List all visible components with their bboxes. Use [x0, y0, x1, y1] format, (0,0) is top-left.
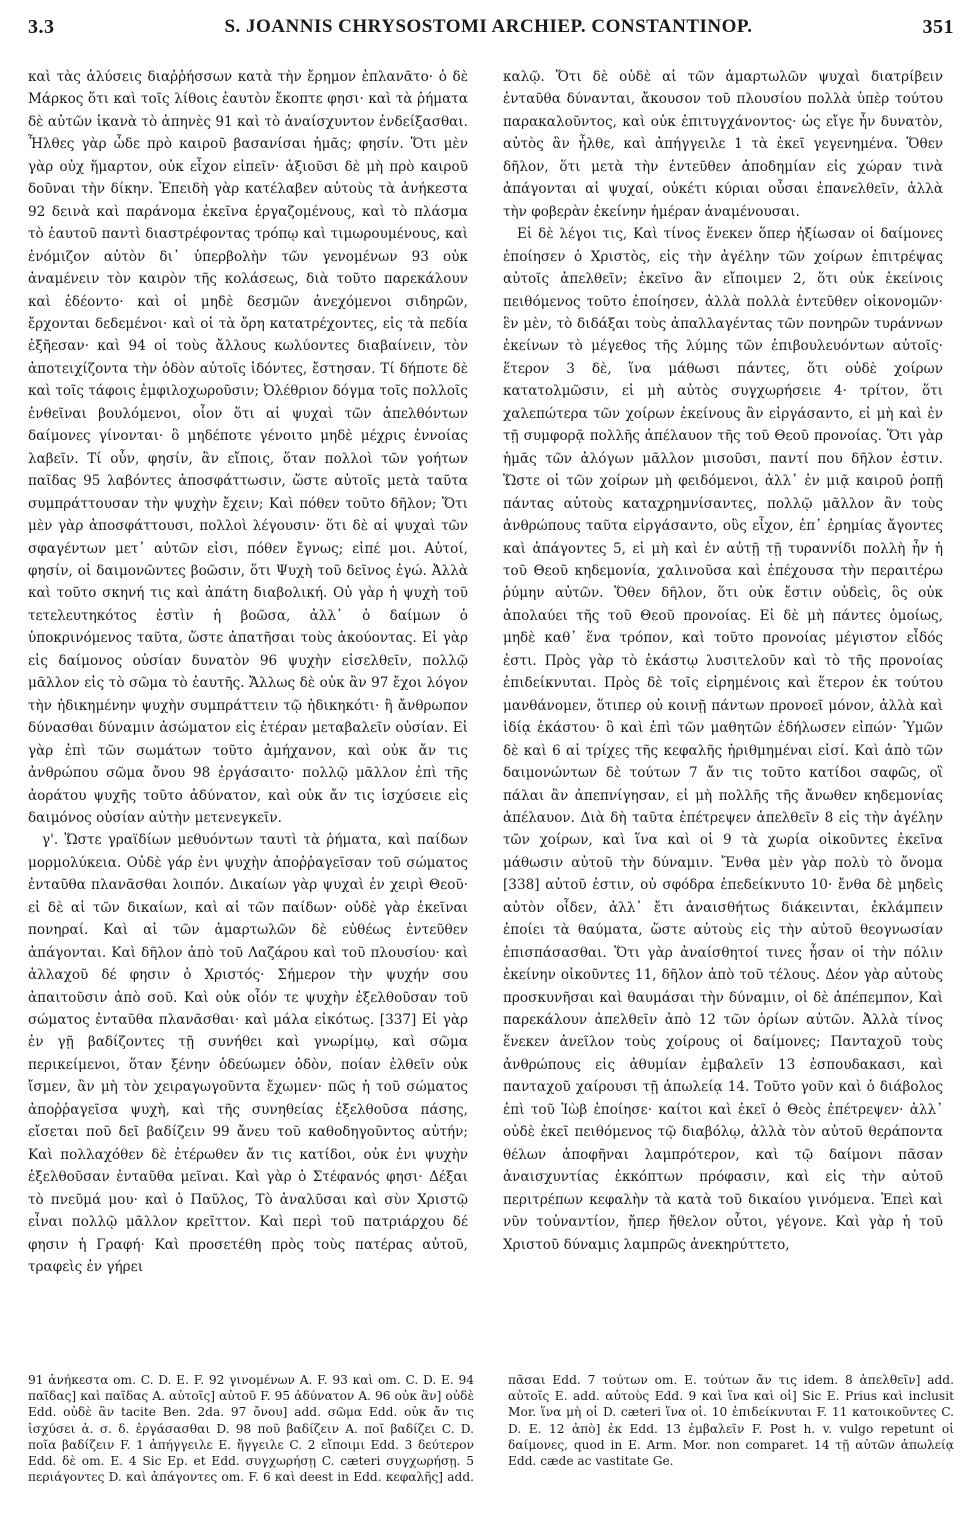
- right-text-column: [503, 66, 943, 1358]
- footnotes-text: 91 ἀνήκεστα om. C. D. E. F. 92 γινομένων A. F. 93 καὶ om. C. D. E. 94 παῖδας] καὶ παῖδας A. αὐτοῖς] αὐτοῦ F. 95 ἀδύνατον A. 96 οὐκ ἂν] οὐδὲ Edd. οὐδὲ ἂν tacite Ben. 2da. 97 ὄνου] add. σῶμα Edd. οὐκ ἄν τις ἰσχύσει ἀ. σ. δ. ἐργάσασθαι D. 98 ποῦ βαδίζειν A. ποῖ βαδίζει C. D. ποῖα βαδίζειν F. 1 ἀπήγγειλε E. ἤγγειλε C. 2 εἴποιμι Edd. 3 δεύτερον Edd. δὲ om. E. 4 Sic Ep. et Edd. συγχωρήσῃ C. cæteri συγχωρήσῃ. 5 περιάγοντες D. καὶ ἀπάγοντες om. F. 6 καὶ deest in Edd. κεφαλῆς] add. πᾶσαι Edd. 7 τούτων om. E. τούτων ἄν τις idem. 8 ἀπελθεῖν] add. αὐτοῖς E. add. αὐτοὺς Edd. 9 καὶ ἵνα καὶ οἱ] Sic E. Prius καὶ inclusit Mor. ἵνα μὴ οἱ D. cæteri ἵνα οἱ. 10 ἐπιδείκνυται F. 11 κατοικοῦντες C. D. E. 12 ἀπὸ] ἐκ Edd. 13 ἐμβαλεῖν F. Post h. v. vulgo repetunt οἱ δαίμονες, quod in E. Arm. Mor. non comparet. 14 τῇ αὐτῶν ἀπωλείᾳ Edd. cæde ac vastitate Ge.: [28, 1373, 954, 1485]
- page-header: [28, 10, 954, 44]
- running-title: S. JOANNIS CHRYSOSTOMI ARCHIEP. CONSTANTINOP.: [224, 16, 753, 37]
- paragraph: γ'. Ὥστε γραϊδίων μεθυόντων ταυτὶ τὰ ῥήματα, καὶ παίδων μορμολύκεια. Οὐδὲ γάρ ἐνι ψυχὴν ἀποῤῥαγεῖσαν τοῦ σώματος ἐνταῦθα πλανᾶσθαι λοιπόν. Δικαίων γὰρ ψυχαὶ ἐν χειρὶ Θεοῦ· εἰ δὲ αἱ τῶν δικαίων, καὶ αἱ τῶν παίδων· οὐδὲ γὰρ ἐκεῖναι πονηραί. Καὶ αἱ τῶν ἁμαρτωλῶν δὲ εὐθέως ἐντεῦθεν ἀπάγονται. Καὶ δῆλον ἀπὸ τοῦ Λαζάρου καὶ τοῦ πλουσίου· καὶ ἀλλαχοῦ δέ φησιν ὁ Χριστός· Σήμερον τὴν ψυχήν σου ἀπαιτοῦσιν ἀπὸ σοῦ. Καὶ οὐκ οἷόν τε ψυχὴν ἐξελθοῦσαν τοῦ σώματος ἐνταῦθα πλανᾶσθαι· καὶ μάλα εἰκότως. [337] Εἰ γὰρ ἐν γῇ βαδίζοντες τῇ συνήθει καὶ γνωρίμῳ, καὶ σῶμα περικείμενοι, ὅταν ξένην ὁδεύωμεν ὁδὸν, ποίαν ἐλθεῖν οὐκ ἴσμεν, ἂν μὴ τὸν χειραγωγοῦντα ἔχωμεν· πῶς ἡ τοῦ σώματος ἀποῤῥαγεῖσα ψυχὴ, καὶ τῆς συνηθείας ἐξελθοῦσα πάσης, εἴσεται ποῦ δεῖ βαδίζειν 99 ἄνευ τοῦ καθοδηγοῦντος αὐτήν; Καὶ πολλαχόθεν δὲ ἑτέρωθεν ἄν τις κατίδοι, οὐκ ἐνι ψυχὴν ἐξελθοῦσαν ἐνταῦθα μεῖναι. Καὶ γὰρ ὁ Στέφανός φησι· Δέξαι τὸ πνεῦμά μου· καὶ ὁ Παῦλος, Τὸ ἀναλῦσαι καὶ σὺν Χριστῷ εἶναι πολλῷ μᾶλλον κρεῖττον. Καὶ περὶ τοῦ πατριάρχου δέ φησιν ἡ Γραφή· Καὶ προσετέθη πρὸς τοὺς πατέρας αὐτοῦ, τραφεὶς ἐν γήρει: [28, 832, 468, 1276]
- left-text-column: [28, 66, 468, 1368]
- paragraph: καλῷ. Ὅτι δὲ οὐδὲ αἱ τῶν ἁμαρτωλῶν ψυχαὶ διατρίβειν ἐνταῦθα δύνανται, ἄκουσον τοῦ πλουσίου πολλὰ ὑπὲρ τούτου παρακαλοῦντος, καὶ οὐκ ἐπιτυγχάνοντος· ὡς εἴγε ἦν δυνατὸν, αὐτὸς ἂν ἦλθε, καὶ ἀπήγγειλε 1 τὰ ἐκεῖ γεγενημένα. Ὅθεν δῆλον, ὅτι μετὰ τὴν ἐντεῦθεν ἀποδημίαν εἰς χώραν τινὰ ἀπάγονται αἱ ψυχαί, οὐκέτι κύριαι οὖσαι ἐπανελθεῖν, ἀλλὰ τὴν φοβερὰν ἐκείνην ἡμέραν ἀναμένουσαι.: [503, 69, 943, 220]
- footnotes: [28, 1372, 954, 1536]
- page-number-left: 3.3: [28, 15, 55, 38]
- paragraph: καὶ τὰς ἁλύσεις διαῤῥήσσων κατὰ τὴν ἔρημον ἐπλανᾶτο· ὁ δὲ Μάρκος ὅτι καὶ τοῖς λίθοις ἑαυτὸν ἔκοπτε φησι· καὶ τὰ ῥήματα δὲ αὐτῶν ἱκανὰ τὸ ἀπηνὲς 91 καὶ τὸ ἀναίσχυντον ἐνδείξασθαι. Ἦλθες γὰρ ὧδε πρὸ καιροῦ βασανίσαι ἡμᾶς; φησίν. Ὅτι μὲν γὰρ οὐχ ἥμαρτον, οὐκ εἶχον εἰπεῖν· ἀξιοῦσι δὲ μὴ πρὸ καιροῦ δοῦναι τὴν δίκην. Ἐπειδὴ γὰρ κατέλαβεν αὐτοὺς τὰ ἀνήκεστα 92 δεινὰ καὶ παράνομα ἐκεῖνα ἐργαζομένους, καὶ τὸ πλάσμα τὸ ἑαυτοῦ παντὶ διαστρέφοντας τρόπῳ καὶ τιμωρουμένους, καὶ ἐνόμιζον αὐτὸν δι᾽ ὑπερβολὴν τῶν γενομένων 93 οὐκ ἀναμένειν τὸν καιρὸν τῆς κολάσεως, διὰ τοῦτο παρεκάλουν καὶ ἐδέοντο· καὶ οἱ μηδὲ δεσμῶν ἀνεχόμενοι σιδηρῶν, ἔρχονται δεδεμένοι· καὶ οἱ τὰ ὄρη κατατρέχοντες, εἰς τὰ πεδία ἐξῆεσαν· καὶ 94 οἱ τοὺς ἄλλους κωλύοντες διαβαίνειν, τὸν ἀποτειχίζοντα τὴν ὁδὸν αὐτοῖς ἰδόντες, ἔστησαν. Τί δήποτε δὲ καὶ τοῖς τάφοις ἐμφιλοχωροῦσιν; Ὀλέθριον δόγμα τοῖς πολλοῖς ἐνθεῖναι βουλόμενοι, οἷον ὅτι αἱ ψυχαὶ τῶν ἀπελθόντων δαίμονες γίνονται· ὃ μηδέποτε γένοιτο μηδὲ μέχρις ἐννοίας λαβεῖν. Τί οὖν, φησίν, ἂν εἴποις, ὅταν πολλοὶ τῶν γοήτων παῖδας 95 λαβόντες ἀποσφάττωσιν, ὥστε αὐτοῖς μετὰ ταῦτα συμπράττουσαν τὴν ψυχὴν ἔχειν; Καὶ πόθεν τοῦτο δῆλον; Ὅτι μὲν γὰρ ἀποσφάττουσι, πολλοὶ λέγουσιν· ὅτι δὲ αἱ ψυχαὶ τῶν σφαγέντων μετ᾽ αὐτῶν εἰσι, πόθεν ἔγνως; εἰπέ μοι. Αὐτοί, φησίν, οἱ δαιμονῶντες βοῶσιν, ὅτι Ψυχὴ τοῦ δεῖνος ἐγώ. Ἀλλὰ καὶ τοῦτο σκηνή τις καὶ ἀπάτη διαβολική. Οὐ γὰρ ἡ ψυχὴ τοῦ τετελευτηκότος ἐστὶν ἡ βοῶσα, ἀλλ᾽ ὁ δαίμων ὁ ὑποκρινόμενος ταῦτα, ὥστε ἀπατῆσαι τοὺς ἀκούοντας. Εἰ γὰρ εἰς δαίμονος οὐσίαν δυνατὸν 96 ψυχὴν εἰσελθεῖν, πολλῷ μᾶλλον εἰς τὸ σῶμα τὸ ἑαυτῆς. Ἄλλως δὲ οὐκ ἂν 97 ἔχοι λόγον τὴν ἠδικημένην ψυχὴν συμπράττειν τῷ ἠδικηκότι· ἢ ἄνθρωπον δύνασθαι δύναμιν ἀσώματον εἰς ἑτέραν μεταβαλεῖν οὐσίαν. Εἰ γὰρ ἐπὶ τῶν σωμάτων τοῦτο ἀμήχανον, καὶ οὐκ ἄν τις ἀνθρώπου σῶμα ὄνου 98 ἐργάσαιτο· πολλῷ μᾶλλον ἐπὶ τῆς ἀοράτου ψυχῆς τοῦτο ἀδύνατον, καὶ οὐκ ἄν τις ἰσχύσειε εἰς δαιμόνος οὐσίαν αὐτὴν μετενεγκεῖν.: [28, 69, 468, 826]
- paragraph: Εἰ δὲ λέγοι τις, Καὶ τίνος ἕνεκεν ὅπερ ἠξίωσαν οἱ δαίμονες ἐποίησεν ὁ Χριστὸς, εἰς τὴν ἀγέλην τῶν χοίρων ἐπιτρέψας αὐτοῖς ἀπελθεῖν; ἐκεῖνο ἂν εἴποιμεν 2, ὅτι οὐκ ἐκείνοις πειθόμενος τοῦτο ἐποίησεν, ἀλλὰ πολλὰ ἐντεῦθεν οἰκονομῶν· ἓν μὲν, τὸ διδάξαι τοὺς ἀπαλλαγέντας τῶν πονηρῶν τυράννων ἐκείνων τὸ μέγεθος τῆς λύμης τῶν ἐπιβουλευόντων αὐτοῖς· ἕτερον 3 δὲ, ἵνα μάθωσι πάντες, ὅτι οὐδὲ χοίρων κατατολμῶσιν, εἰ μὴ αὐτὸς συγχωρήσειε 4· τρίτον, ὅτι χαλεπώτερα τῶν χοίρων ἐκείνους ἂν εἰργάσαντο, εἰ μὴ καὶ ἐν τῇ συμφορᾷ πολλῆς ἀπέλαυον τῆς τοῦ Θεοῦ προνοίας. Ὅτι γὰρ ἡμᾶς τῶν ἀλόγων μᾶλλον μισοῦσι, παντί που δῆλον ἐστιν. Ὥστε οἱ τῶν χοίρων μὴ φειδόμενοι, ἀλλ᾽ ἐν μιᾷ καιροῦ ῥοπῇ πάντας αὐτοὺς καταχρημνίσαντες, πολλῷ μᾶλλον ἂν τοὺς ἀνθρώπους ταῦτα εἰργάσαντο, οὓς εἶχον, ἐπ᾽ ἐρημίας ἄγοντες καὶ ἀπάγοντες 5, εἰ μὴ καὶ ἐν αὐτῇ τῇ τυραννίδι πολλὴ ἦν ἡ τοῦ Θεοῦ κηδεμονία, χαλινοῦσα καὶ ἐπέχουσα τὴν περαιτέρω ῥύμην αὐτῶν. Ὅθεν δῆλον, ὅτι οὐκ ἔστιν οὐδεὶς, ὃς οὐκ ἀπολαύει τῆς τοῦ Θεοῦ προνοίας. Εἰ δὲ μὴ πάντες ὁμοίως, μηδὲ καθ᾽ ἕνα τρόπον, καὶ τοῦτο προνοίας μέγιστον εἶδός ἐστι. Πρὸς γὰρ τὸ ἑκάστῳ λυσιτελοῦν καὶ τὸ τῆς προνοίας ἐπιδείκνυται. Πρὸς δὲ τοῖς εἰρημένοις καὶ ἕτερον ἐκ τούτου μανθάνομεν, ὅτιπερ οὐ κοινῇ πάντων προνοεῖ μόνον, ἀλλὰ καὶ ἰδίᾳ ἑκάστου· ὃ καὶ ἐπὶ τῶν μαθητῶν ἐδήλωσεν εἰπών· Ὑμῶν δὲ καὶ 6 αἱ τρίχες τῆς κεφαλῆς ἠριθμημέναι εἰσί. Καὶ ἀπὸ τῶν δαιμονώντων δὲ τούτων 7 ἄν τις τοῦτο κατίδοι σαφῶς, οἳ πάλαι ἂν ἀπεπνίγησαν, εἰ μὴ πολλῆς τῆς ἄνωθεν κηδεμονίας ἀπέλαυον. Διὰ δὴ ταῦτα ἐπέτρεψεν ἀπελθεῖν 8 εἰς τὴν ἀγέλην τῶν χοίρων, καὶ ἵνα καὶ οἱ 9 τὰ χωρία οἰκοῦντες ἐκεῖνα μάθωσιν αὐτοῦ τὴν δύναμιν. Ἔνθα μὲν γὰρ πολὺ τὸ ὄνομα [338] αὐτοῦ ἐστιν, οὐ σφόδρα ἐπεδείκνυτο 10· ἔνθα δὲ μηδεὶς αὐτὸν οἶδεν, ἀλλ᾽ ἔτι ἀναισθήτως διάκεινται, ἐκλάμπειν ἐποίει τὰ θαύματα, ὥστε αὐτοὺς εἰς τὴν αὐτοῦ θεογνωσίαν ἐπισπάσασθαι. Ὅτι γὰρ ἀναίσθητοί τινες ἦσαν οἱ τὴν πόλιν ἐκείνην οἰκοῦντες 11, δῆλον ἀπὸ τοῦ τέλους. Δέον γὰρ αὐτοὺς προσκυνῆσαι καὶ θαυμάσαι τὴν δύναμιν, οἱ δὲ ἀπέπεμπον, Καὶ παρεκάλουν ἀπελθεῖν ἀπὸ 12 τῶν ὁρίων αὐτῶν. Ἀλλὰ τίνος ἕνεκεν ἀνεῖλον τοὺς χοίρους οἱ δαίμονες; Πανταχοῦ τοὺς ἀνθρώπους εἰς ἀθυμίαν ἐμβαλεῖν 13 ἐσπουδακασι, καὶ πανταχοῦ χαίρουσι τῇ ἀπωλείᾳ 14. Τοῦτο γοῦν καὶ ὁ διάβολος ἐπὶ τοῦ Ἰὼβ ἐποίησε· καίτοι καὶ ἐκεῖ ὁ Θεὸς ἐπέτρεψεν· ἀλλ᾽ οὐδὲ ἐκεῖ πειθόμενος τῷ διαβόλῳ, ἀλλὰ τὸν αὐτοῦ θεράποντα θέλων ἀποφῆναι λαμπρότερον, καὶ τῷ δαίμονι πᾶσαν ἀναισχυντίας ἐκκόπτων πρόφασιν, καὶ εἰς τὴν αὐτοῦ περιτρέπων κεφαλὴν τὰ κατὰ τοῦ δικαίου γινόμενα. Ἐπεὶ καὶ νῦν τοὐναντίον, ἤπερ ἤθελον οὗτοι, γέγονε. Καὶ γὰρ ἡ τοῦ Χριστοῦ δύναμις λαμπρῶς ἀνεκηρύττετο,: [503, 226, 943, 1253]
- page-number-right: 351: [922, 15, 954, 38]
